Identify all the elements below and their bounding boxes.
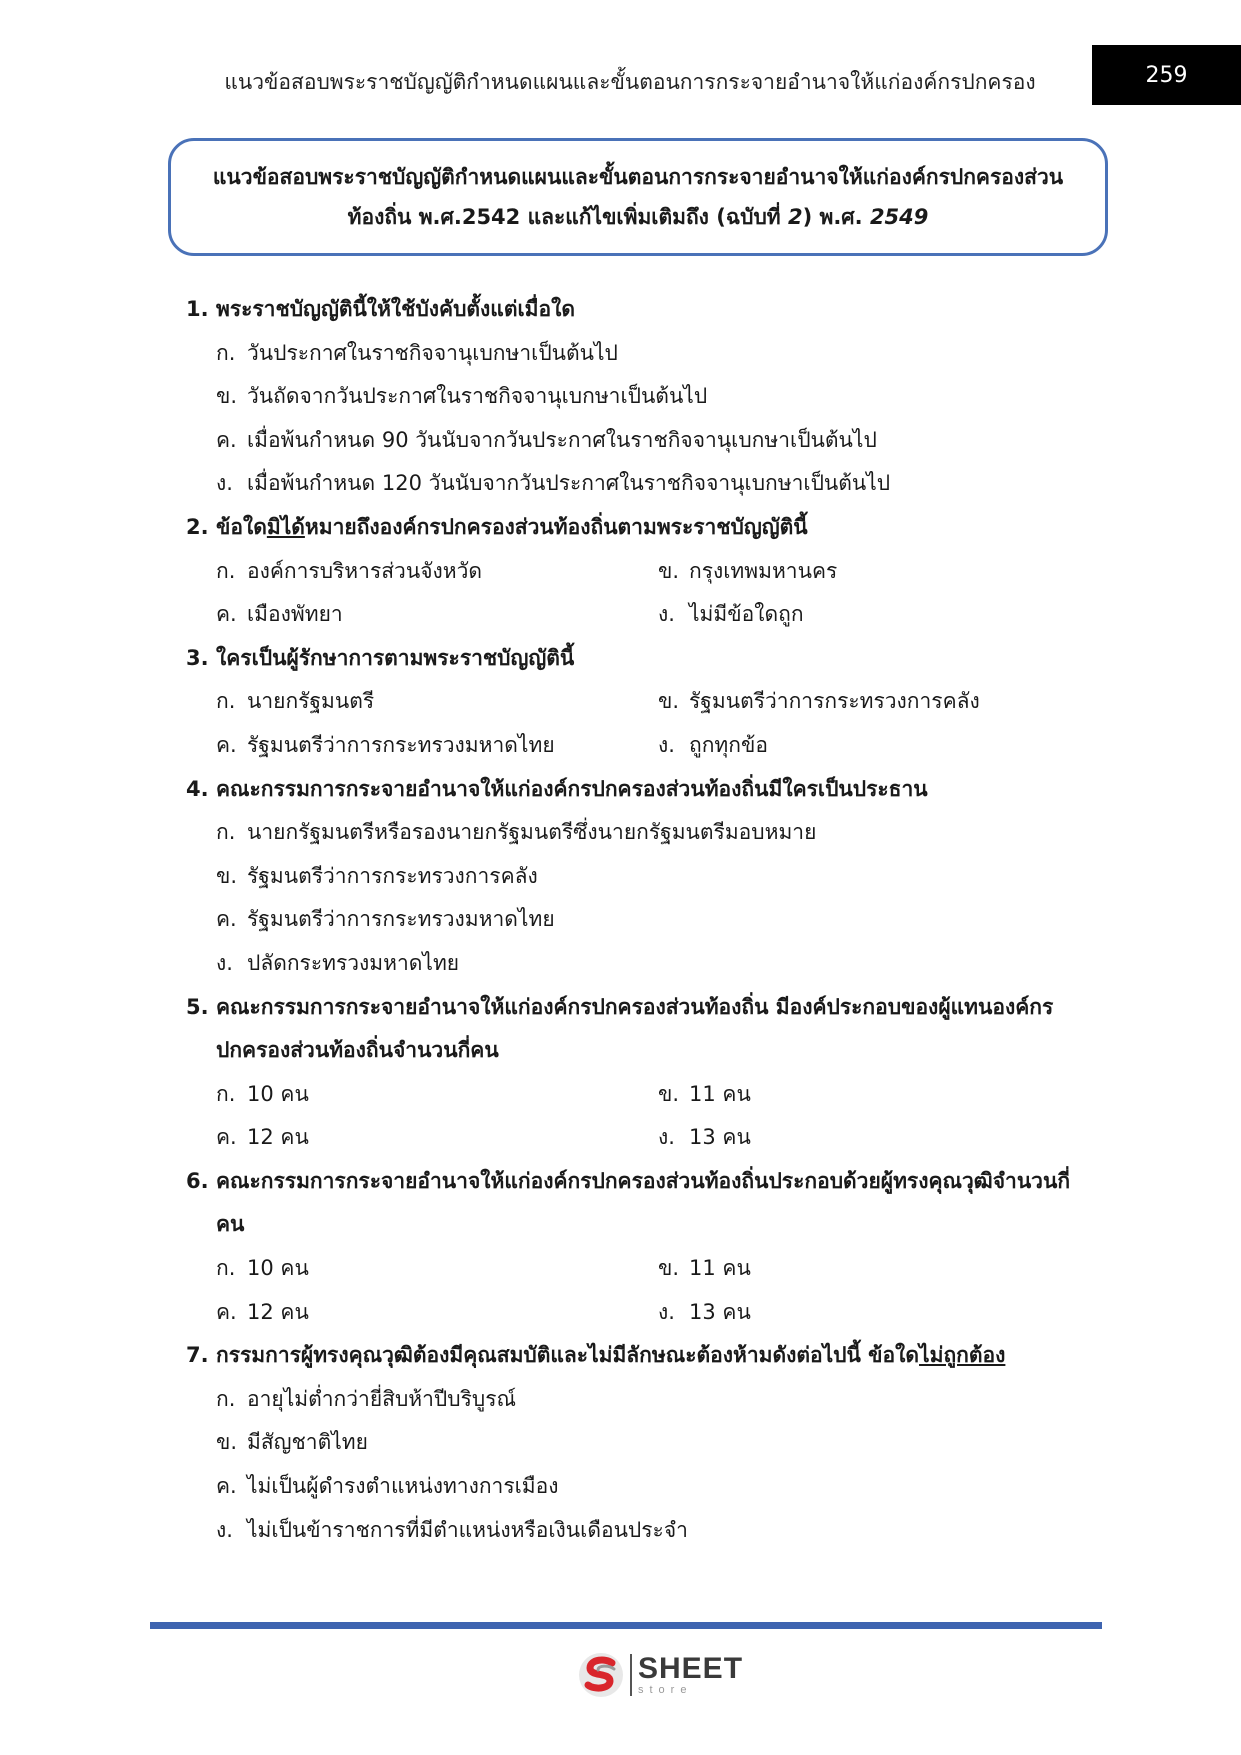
option: ค. เมืองพัทยา	[216, 602, 343, 627]
question-3: 3. ใครเป็นผู้รักษาการตามพระราชบัญญัตินี้	[186, 645, 575, 670]
question-5-cont: ปกครองส่วนท้องถิ่นจำนวนกี่คน	[216, 1038, 499, 1063]
option: ก. นายกรัฐมนตรี	[216, 689, 375, 714]
question-7: 7. กรรมการผู้ทรงคุณวุฒิต้องมีคุณสมบัติและไม่มีลักษณะต้องห้ามดังต่อไปนี้ ข้อใดไม่ถูกต้อง	[186, 1343, 1006, 1368]
option: ค. 12 คน	[216, 1125, 309, 1150]
title-line-1: แนวข้อสอบพระราชบัญญัติกำหนดแผนและขั้นตอนการกระจายอำนาจให้แก่องค์กรปกครองส่วน	[212, 165, 1064, 189]
logo-wordmark: SHEET	[638, 1652, 744, 1685]
page-number: 259	[1092, 45, 1241, 105]
option: ค. รัฐมนตรีว่าการกระทรวงมหาดไทย	[216, 732, 555, 757]
option: ข. รัฐมนตรีว่าการกระทรวงการคลัง	[216, 863, 538, 888]
option: ข. 11 คน	[658, 1256, 751, 1281]
question-4: 4. คณะกรรมการกระจายอำนาจให้แก่องค์กรปกครองส่วนท้องถิ่นมีใครเป็นประธาน	[186, 776, 928, 801]
option: ง. ถูกทุกข้อ	[658, 732, 768, 757]
question-5: 5. คณะกรรมการกระจายอำนาจให้แก่องค์กรปกครองส่วนท้องถิ่น มีองค์ประกอบของผู้แทนองค์กร	[186, 994, 1054, 1019]
footer-divider	[150, 1622, 1102, 1629]
question-6-cont: คน	[216, 1212, 245, 1237]
option: ข. 11 คน	[658, 1081, 751, 1106]
question-6: 6. คณะกรรมการกระจายอำนาจให้แก่องค์กรปกครองส่วนท้องถิ่นประกอบด้วยผู้ทรงคุณวุฒิจำนวนกี่	[186, 1168, 1071, 1193]
option: ก. วันประกาศในราชกิจจานุเบกษาเป็นต้นไป	[216, 340, 618, 365]
logo-separator	[630, 1654, 632, 1696]
option: ง. ปลัดกระทรวงมหาดไทย	[216, 950, 460, 975]
question-2: 2. ข้อใดมิได้หมายถึงองค์กรปกครองส่วนท้องถิ่นตามพระราชบัญญัตินี้	[186, 514, 808, 539]
sheet-store-s-icon	[576, 1650, 626, 1700]
option: ข. วันถัดจากวันประกาศในราชกิจจานุเบกษาเป็นต้นไป	[216, 384, 708, 409]
option: ข. มีสัญชาติไทย	[216, 1430, 368, 1455]
option: ง. ไม่มีข้อใดถูก	[658, 602, 804, 627]
option: ข. กรุงเทพมหานคร	[658, 558, 838, 583]
running-header: แนวข้อสอบพระราชบัญญัติกำหนดแผนและขั้นตอนการกระจายอำนาจให้แก่องค์กรปกครอง	[224, 70, 1036, 94]
option: ก. อายุไม่ต่ำกว่ายี่สิบห้าปีบริบูรณ์	[216, 1386, 516, 1411]
option: ค. ไม่เป็นผู้ดำรงตำแหน่งทางการเมือง	[216, 1474, 559, 1499]
option: ค. 12 คน	[216, 1299, 309, 1324]
sheet-store-logo	[576, 1650, 743, 1700]
option: ก. 10 คน	[216, 1081, 309, 1106]
logo-subtext: store	[638, 1684, 693, 1696]
title-box	[168, 138, 1108, 256]
option: ข. รัฐมนตรีว่าการกระทรวงการคลัง	[658, 689, 980, 714]
question-1: 1. พระราชบัญญัตินี้ให้ใช้บังคับตั้งแต่เมื่อใด	[186, 297, 575, 321]
question-list	[186, 288, 1106, 1552]
option: ง. 13 คน	[658, 1125, 751, 1150]
option: ง. ไม่เป็นข้าราชการที่มีตำแหน่งหรือเงินเดือนประจำ	[216, 1517, 688, 1542]
option: ง. เมื่อพ้นกำหนด 120 วันนับจากวันประกาศในราชกิจจานุเบกษาเป็นต้นไป	[216, 471, 891, 496]
option: ง. 13 คน	[658, 1299, 751, 1324]
option: ค. รัฐมนตรีว่าการกระทรวงมหาดไทย	[216, 907, 555, 932]
option: ก. องค์การบริหารส่วนจังหวัด	[216, 558, 483, 583]
option: ก. นายกรัฐมนตรีหรือรองนายกรัฐมนตรีซึ่งนายกรัฐมนตรีมอบหมาย	[216, 820, 817, 845]
title-line-2: ท้องถิ่น พ.ศ.2542 และแก้ไขเพิ่มเติมถึง (ฉบับที่ 2) พ.ศ. 2549	[347, 205, 929, 229]
option: ก. 10 คน	[216, 1256, 309, 1281]
option: ค. เมื่อพ้นกำหนด 90 วันนับจากวันประกาศในราชกิจจานุเบกษาเป็นต้นไป	[216, 427, 877, 452]
